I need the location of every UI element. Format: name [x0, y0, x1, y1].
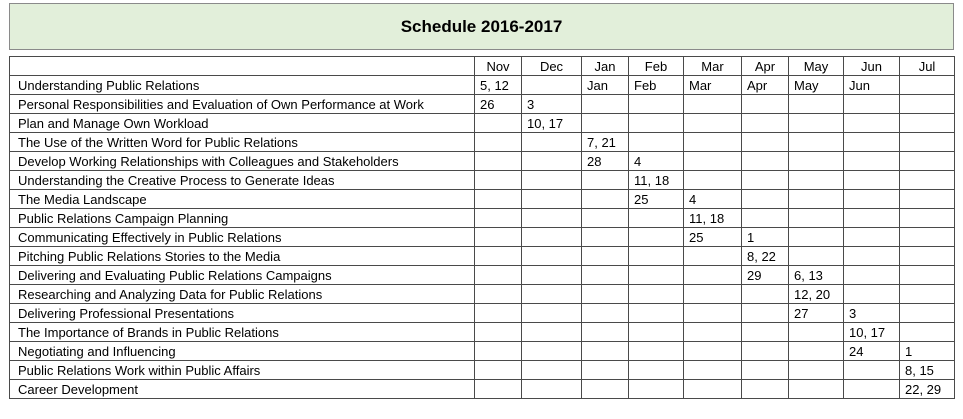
date-cell	[844, 190, 900, 209]
date-cell	[475, 228, 522, 247]
table-row	[10, 285, 955, 304]
date-cell	[475, 133, 522, 152]
page-title: Schedule 2016-2017	[400, 16, 563, 36]
module-name-cell: Public Relations Work within Public Affairs	[10, 361, 475, 380]
date-cell	[475, 285, 522, 304]
date-cell	[684, 342, 742, 361]
date-cell	[629, 133, 684, 152]
date-cell	[900, 133, 955, 152]
date-cell	[789, 247, 844, 266]
date-cell	[522, 285, 582, 304]
date-cell	[684, 285, 742, 304]
table-row	[10, 342, 955, 361]
date-cell: 3	[844, 304, 900, 323]
date-cell: 10, 17	[522, 114, 582, 133]
date-cell	[582, 304, 629, 323]
date-cell: 8, 15	[900, 361, 955, 380]
date-cell	[522, 190, 582, 209]
date-cell	[582, 342, 629, 361]
date-cell	[475, 114, 522, 133]
table-row	[10, 228, 955, 247]
date-cell: 11, 18	[684, 209, 742, 228]
date-cell: 12, 20	[789, 285, 844, 304]
date-cell	[629, 304, 684, 323]
date-cell	[629, 266, 684, 285]
date-cell	[475, 247, 522, 266]
date-cell	[900, 171, 955, 190]
month-header-nov: Nov	[475, 57, 522, 76]
date-cell	[522, 342, 582, 361]
date-cell	[789, 133, 844, 152]
table-row	[10, 114, 955, 133]
table-row	[10, 380, 955, 399]
date-cell	[900, 95, 955, 114]
date-cell	[789, 228, 844, 247]
table-row	[10, 171, 955, 190]
date-cell	[844, 152, 900, 171]
module-name-cell: Negotiating and Influencing	[10, 342, 475, 361]
date-cell	[742, 380, 789, 399]
date-cell	[475, 361, 522, 380]
date-cell	[684, 171, 742, 190]
date-cell	[582, 380, 629, 399]
date-cell	[789, 190, 844, 209]
date-cell	[742, 133, 789, 152]
date-cell	[742, 152, 789, 171]
date-cell	[684, 323, 742, 342]
date-cell	[789, 380, 844, 399]
date-cell	[522, 76, 582, 95]
module-name-cell: Delivering and Evaluating Public Relations Campaigns	[10, 266, 475, 285]
date-cell	[900, 304, 955, 323]
date-cell	[629, 323, 684, 342]
date-cell	[475, 190, 522, 209]
date-cell	[629, 247, 684, 266]
date-cell: Jan	[582, 76, 629, 95]
date-cell: 24	[844, 342, 900, 361]
module-name-cell: Public Relations Campaign Planning	[10, 209, 475, 228]
date-cell	[789, 114, 844, 133]
table-row	[10, 247, 955, 266]
date-cell: 1	[900, 342, 955, 361]
date-cell	[684, 304, 742, 323]
date-cell: 27	[789, 304, 844, 323]
date-cell	[582, 209, 629, 228]
date-cell	[522, 152, 582, 171]
date-cell	[475, 152, 522, 171]
date-cell	[522, 361, 582, 380]
date-cell	[684, 247, 742, 266]
module-name-cell: Communicating Effectively in Public Relations	[10, 228, 475, 247]
date-cell	[582, 285, 629, 304]
month-header-jan: Jan	[582, 57, 629, 76]
date-cell	[900, 247, 955, 266]
month-header-mar: Mar	[684, 57, 742, 76]
table-row	[10, 209, 955, 228]
date-cell	[900, 209, 955, 228]
date-cell	[582, 114, 629, 133]
date-cell	[900, 190, 955, 209]
month-header-apr: Apr	[742, 57, 789, 76]
module-name-cell: Pitching Public Relations Stories to the Media	[10, 247, 475, 266]
date-cell	[684, 95, 742, 114]
date-cell	[582, 247, 629, 266]
date-cell: 22, 29	[900, 380, 955, 399]
module-name-cell: The Importance of Brands in Public Relations	[10, 323, 475, 342]
date-cell	[582, 266, 629, 285]
date-cell: 4	[629, 152, 684, 171]
date-cell	[522, 380, 582, 399]
date-cell	[475, 171, 522, 190]
date-cell: Jun	[844, 76, 900, 95]
date-cell	[684, 133, 742, 152]
date-cell: 5, 12	[475, 76, 522, 95]
date-cell	[582, 171, 629, 190]
date-cell	[684, 114, 742, 133]
date-cell	[475, 266, 522, 285]
date-cell	[582, 361, 629, 380]
date-cell	[684, 380, 742, 399]
date-cell	[789, 323, 844, 342]
date-cell: 1	[742, 228, 789, 247]
date-cell	[742, 323, 789, 342]
table-row	[10, 361, 955, 380]
date-cell: 11, 18	[629, 171, 684, 190]
date-cell	[900, 152, 955, 171]
date-cell	[844, 133, 900, 152]
table-row	[10, 152, 955, 171]
date-cell	[789, 171, 844, 190]
date-cell	[629, 95, 684, 114]
date-cell	[742, 95, 789, 114]
date-cell	[742, 304, 789, 323]
date-cell	[522, 304, 582, 323]
date-cell	[844, 171, 900, 190]
date-cell	[522, 133, 582, 152]
table-row	[10, 323, 955, 342]
date-cell	[522, 171, 582, 190]
date-cell	[582, 95, 629, 114]
date-cell: Mar	[684, 76, 742, 95]
date-cell: 10, 17	[844, 323, 900, 342]
date-cell	[475, 323, 522, 342]
module-name-cell: The Media Landscape	[10, 190, 475, 209]
date-cell	[475, 209, 522, 228]
date-cell	[522, 209, 582, 228]
date-cell	[629, 380, 684, 399]
date-cell	[900, 323, 955, 342]
date-cell	[844, 247, 900, 266]
date-cell	[844, 209, 900, 228]
date-cell	[522, 228, 582, 247]
date-cell	[900, 114, 955, 133]
date-cell	[582, 228, 629, 247]
date-cell	[742, 209, 789, 228]
table-row	[10, 76, 955, 95]
date-cell: 7, 21	[582, 133, 629, 152]
date-cell	[742, 171, 789, 190]
date-cell: 8, 22	[742, 247, 789, 266]
table-row	[10, 190, 955, 209]
date-cell	[844, 228, 900, 247]
date-cell	[629, 228, 684, 247]
month-header-feb: Feb	[629, 57, 684, 76]
table-row	[10, 95, 955, 114]
table-row	[10, 133, 955, 152]
date-cell	[684, 152, 742, 171]
date-cell: 29	[742, 266, 789, 285]
date-cell: 3	[522, 95, 582, 114]
module-name-cell: Career Development	[10, 380, 475, 399]
date-cell	[900, 266, 955, 285]
module-name-cell: Develop Working Relationships with Colleagues and Stakeholders	[10, 152, 475, 171]
month-header-may: May	[789, 57, 844, 76]
date-cell	[789, 95, 844, 114]
date-cell	[475, 304, 522, 323]
title-bar	[9, 3, 954, 50]
date-cell	[684, 266, 742, 285]
date-cell	[789, 209, 844, 228]
date-cell: May	[789, 76, 844, 95]
date-cell: Feb	[629, 76, 684, 95]
date-cell	[844, 361, 900, 380]
date-cell	[789, 361, 844, 380]
module-name-cell: Researching and Analyzing Data for Public Relations	[10, 285, 475, 304]
date-cell	[900, 76, 955, 95]
module-name-cell: The Use of the Written Word for Public Relations	[10, 133, 475, 152]
table-row	[10, 266, 955, 285]
date-cell: 28	[582, 152, 629, 171]
date-cell	[900, 285, 955, 304]
schedule-sheet	[9, 3, 954, 415]
date-cell	[629, 285, 684, 304]
date-cell	[475, 342, 522, 361]
date-cell	[522, 323, 582, 342]
month-header-dec: Dec	[522, 57, 582, 76]
date-cell	[742, 114, 789, 133]
date-cell	[629, 342, 684, 361]
header-row	[10, 57, 955, 76]
date-cell	[629, 209, 684, 228]
module-name-cell: Personal Responsibilities and Evaluation of Own Performance at Work	[10, 95, 475, 114]
date-cell	[742, 190, 789, 209]
date-cell	[844, 380, 900, 399]
date-cell	[582, 323, 629, 342]
date-cell	[844, 114, 900, 133]
date-cell	[684, 361, 742, 380]
date-cell: 25	[684, 228, 742, 247]
date-cell: 25	[629, 190, 684, 209]
date-cell: 26	[475, 95, 522, 114]
date-cell	[900, 228, 955, 247]
date-cell	[742, 361, 789, 380]
date-cell	[629, 361, 684, 380]
date-cell	[522, 247, 582, 266]
table-row	[10, 304, 955, 323]
date-cell	[522, 266, 582, 285]
date-cell	[844, 266, 900, 285]
schedule-table	[9, 56, 955, 399]
date-cell	[789, 342, 844, 361]
date-cell	[475, 380, 522, 399]
module-name-cell: Understanding the Creative Process to Generate Ideas	[10, 171, 475, 190]
module-name-cell: Understanding Public Relations	[10, 76, 475, 95]
date-cell	[844, 95, 900, 114]
module-name-cell: Plan and Manage Own Workload	[10, 114, 475, 133]
month-header-jun: Jun	[844, 57, 900, 76]
header-corner-cell	[10, 57, 475, 76]
date-cell: 6, 13	[789, 266, 844, 285]
date-cell	[742, 342, 789, 361]
month-header-jul: Jul	[900, 57, 955, 76]
date-cell	[789, 152, 844, 171]
module-name-cell: Delivering Professional Presentations	[10, 304, 475, 323]
date-cell	[582, 190, 629, 209]
date-cell: 4	[684, 190, 742, 209]
date-cell: Apr	[742, 76, 789, 95]
date-cell	[742, 285, 789, 304]
date-cell	[629, 114, 684, 133]
date-cell	[844, 285, 900, 304]
